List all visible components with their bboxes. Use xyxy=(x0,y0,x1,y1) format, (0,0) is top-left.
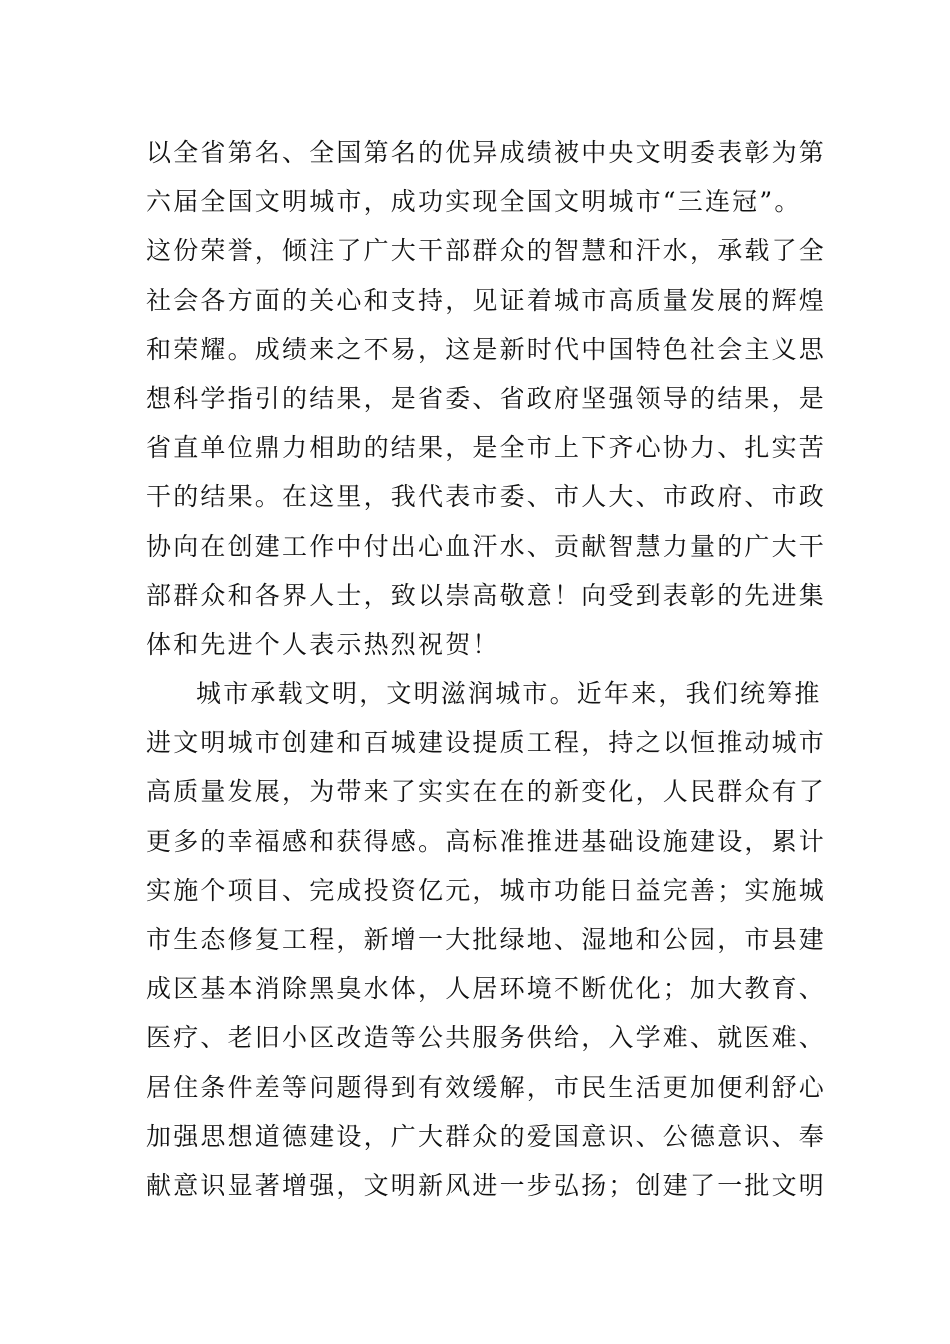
text-line: 更多的幸福感和获得感。高标准推进基础设施建设，累计 xyxy=(146,826,827,856)
text-line: 进文明城市创建和百城建设提质工程，持之以恒推动城市 xyxy=(146,728,827,758)
text-line: 居住条件差等问题得到有效缓解，市民生活更加便利舒心 xyxy=(146,1072,827,1102)
text-line: 高质量发展，为带来了实实在在的新变化，人民群众有了 xyxy=(146,777,827,807)
text-line: 六届全国文明城市，成功实现全国文明城市“三连冠”。 xyxy=(146,187,802,217)
text-line: 成区基本消除黑臭水体，人居环境不断优化；加大教育、 xyxy=(146,974,827,1004)
paragraph-start-line: 城市承载文明，文明滋润城市。近年来，我们统筹推 xyxy=(196,679,822,709)
text-line: 部群众和各界人士，致以崇高敬意！向受到表彰的先进集 xyxy=(146,580,827,610)
text-line: 献意识显著增强，文明新风进一步弘扬；创建了一批文明 xyxy=(146,1170,827,1200)
body-text xyxy=(146,128,827,1210)
text-line: 实施个项目、完成投资亿元，城市功能日益完善；实施城 xyxy=(146,875,827,905)
text-line: 想科学指引的结果，是省委、省政府坚强领导的结果，是 xyxy=(146,383,827,413)
text-line: 社会各方面的关心和支持，见证着城市高质量发展的辉煌 xyxy=(146,285,827,315)
text-line: 市生态修复工程，新增一大批绿地、湿地和公园，市县建 xyxy=(146,925,827,954)
text-line: 体和先进个人表示热烈祝贺！ xyxy=(146,629,500,659)
text-line: 协向在创建工作中付出心血汗水、贡献智慧力量的广大干 xyxy=(146,531,827,561)
text-line: 加强思想道德建设，广大群众的爱国意识、公德意识、奉 xyxy=(146,1121,827,1151)
text-line: 这份荣誉，倾注了广大干部群众的智慧和汗水，承载了全 xyxy=(146,236,827,266)
text-line: 以全省第名、全国第名的优异成绩被中央文明委表彰为第 xyxy=(146,138,827,167)
text-line: 医疗、老旧小区改造等公共服务供给，入学难、就医难、 xyxy=(146,1023,827,1053)
text-line: 干的结果。在这里，我代表市委、市人大、市政府、市政 xyxy=(146,482,827,512)
text-line: 和荣耀。成绩来之不易，这是新时代中国特色社会主义思 xyxy=(146,334,827,364)
text-line: 省直单位鼎力相助的结果，是全市上下齐心协力、扎实苦 xyxy=(146,433,827,463)
